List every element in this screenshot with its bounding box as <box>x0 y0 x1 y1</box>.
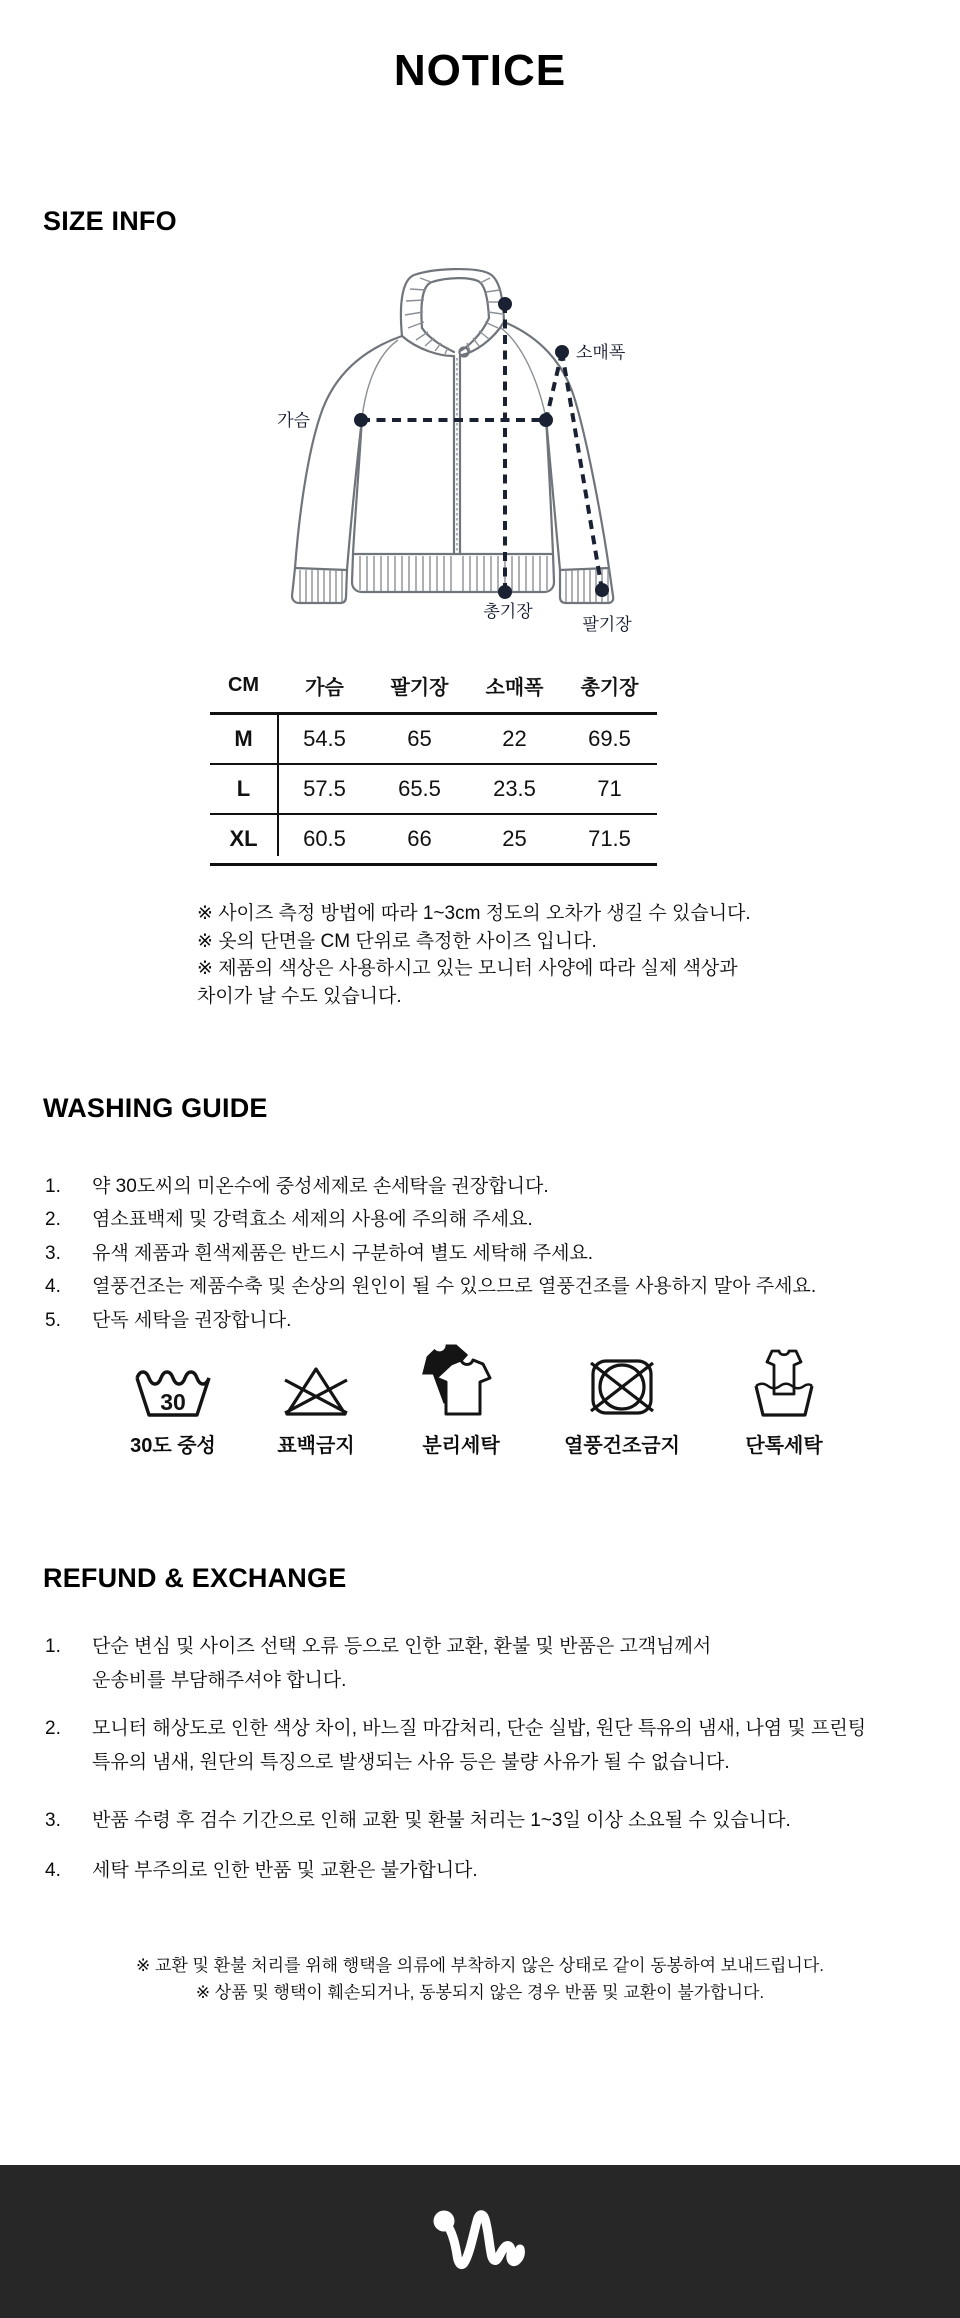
size-table-col-arm: 팔기장 <box>390 676 449 699</box>
sleeve-width-measure-label: 소매폭 <box>576 343 626 362</box>
size-table-header-row <box>210 658 657 715</box>
wash-symbol-no-bleach <box>241 1346 391 1458</box>
footer <box>0 2165 960 2318</box>
size-info-heading: SIZE INFO <box>43 206 177 236</box>
cell: 71.5 <box>588 826 631 851</box>
size-note-line: ※ 옷의 단면을 CM 단위로 측정한 사이즈 입니다. <box>197 930 597 952</box>
item-text: 운송비를 부담해주셔야 합니다. <box>92 1670 347 1691</box>
total-length-measure-label: 총기장 <box>483 602 533 621</box>
jacket-measurement-diagram <box>250 252 670 652</box>
item-text: 모니터 해상도로 인한 색상 차이, 바느질 마감처리, 단순 실밥, 원단 특유의 냄새, 나염 및 프린팅 <box>92 1718 867 1739</box>
table-column-divider <box>277 712 279 856</box>
item-text: 유색 제품과 흰색제품은 반드시 구분하여 별도 세탁해 주세요. <box>92 1243 594 1264</box>
size-notes <box>197 900 751 1010</box>
wash-symbol-label: 분리세탁 <box>422 1435 500 1457</box>
item-text: 반품 수령 후 검수 기간으로 인해 교환 및 환불 처리는 1~3일 이상 소요될 수 있습니다. <box>92 1810 791 1831</box>
refund-note-line: ※ 교환 및 환불 처리를 위해 행택을 의류에 부착하지 않은 상태로 같이 동봉하여 보내드립니다. <box>136 1956 824 1975</box>
refund-note-line: ※ 상품 및 행택이 훼손되거나, 동봉되지 않은 경우 반품 및 교환이 불가합니다. <box>195 1983 765 2002</box>
wash-symbol-label: 표백금지 <box>277 1435 355 1457</box>
item-number: 1. <box>45 1176 61 1197</box>
cell: 65.5 <box>398 776 441 801</box>
refund-exchange-heading: REFUND & EXCHANGE <box>43 1563 347 1593</box>
chest-measure-label: 가슴 <box>277 411 310 430</box>
brand-logo <box>430 2208 530 2276</box>
wash-alone-icon <box>752 1346 816 1418</box>
cell: 65 <box>407 726 432 751</box>
item-number: 3. <box>45 1243 61 1264</box>
size-table-col-length: 총기장 <box>580 676 639 699</box>
item-number: 5. <box>45 1310 61 1331</box>
cell: 69.5 <box>588 726 631 751</box>
cell: 57.5 <box>303 776 346 801</box>
item-number: 2. <box>45 1718 61 1739</box>
cell: 54.5 <box>303 726 346 751</box>
item-text: 열풍건조는 제품수축 및 손상의 원인이 될 수 있으므로 열풍건조를 사용하지 말아 주세요. <box>92 1276 817 1297</box>
no-bleach-icon <box>282 1346 350 1418</box>
wash-30-icon <box>133 1346 213 1418</box>
page-title: NOTICE <box>393 46 567 95</box>
wash-symbol-label: 열풍건조금지 <box>564 1435 680 1457</box>
wash-symbol-alone <box>709 1346 859 1458</box>
cell: 23.5 <box>493 776 536 801</box>
size-note-line: ※ 사이즈 측정 방법에 따라 1~3cm 정도의 오차가 생길 수 있습니다. <box>197 903 751 924</box>
row-size-label: XL <box>229 826 258 851</box>
cell: 25 <box>502 826 527 851</box>
row-size-label: M <box>234 726 253 751</box>
separate-wash-icon <box>417 1344 505 1418</box>
size-table-unit: CM <box>227 673 260 696</box>
size-table <box>210 658 657 866</box>
item-number: 1. <box>45 1636 61 1657</box>
no-tumble-dry-icon <box>589 1346 655 1418</box>
size-note-line: ※ 제품의 색상은 사용하시고 있는 모니터 사양에 따라 실제 색상과 <box>197 958 738 979</box>
arm-length-measure-label: 팔기장 <box>582 615 632 634</box>
item-text: 염소표백제 및 강력효소 세제의 사용에 주의해 주세요. <box>92 1209 533 1230</box>
refund-notes <box>0 1952 960 2006</box>
item-text: 약 30도씨의 미온수에 중성세제로 손세탁을 권장합니다. <box>92 1176 549 1197</box>
size-table-col-chest: 가슴 <box>305 676 344 699</box>
item-text: 특유의 냄새, 원단의 특징으로 발생되는 사유 등은 불량 사유가 될 수 없습니다. <box>92 1752 730 1773</box>
wash-symbol-label: 30도 중성 <box>130 1435 216 1457</box>
item-text: 단독 세탁을 권장합니다. <box>92 1310 292 1331</box>
cell: 60.5 <box>303 826 346 851</box>
size-table-col-sleeve: 소매폭 <box>485 676 544 699</box>
item-text: 단순 변심 및 사이즈 선택 오류 등으로 인한 교환, 환불 및 반품은 고객님께서 <box>92 1636 712 1657</box>
wash-temp-value: 30 <box>160 1389 186 1415</box>
row-size-label: L <box>236 776 251 801</box>
size-note-line: 차이가 날 수도 있습니다. <box>197 985 402 1007</box>
wash-symbol-separate <box>386 1346 536 1458</box>
cell: 22 <box>502 726 527 751</box>
wash-symbol-30 <box>98 1346 248 1458</box>
cell: 66 <box>407 826 432 851</box>
cell: 71 <box>597 776 622 801</box>
item-number: 4. <box>45 1860 61 1881</box>
item-number: 4. <box>45 1276 61 1297</box>
item-number: 3. <box>45 1810 61 1831</box>
wash-symbol-label: 단톡세탁 <box>745 1435 823 1457</box>
washing-guide-heading: WASHING GUIDE <box>43 1093 268 1123</box>
item-number: 2. <box>45 1209 61 1230</box>
item-text: 세탁 부주의로 인한 반품 및 교환은 불가합니다. <box>92 1860 478 1881</box>
wash-symbol-no-tumble-dry <box>547 1346 697 1458</box>
